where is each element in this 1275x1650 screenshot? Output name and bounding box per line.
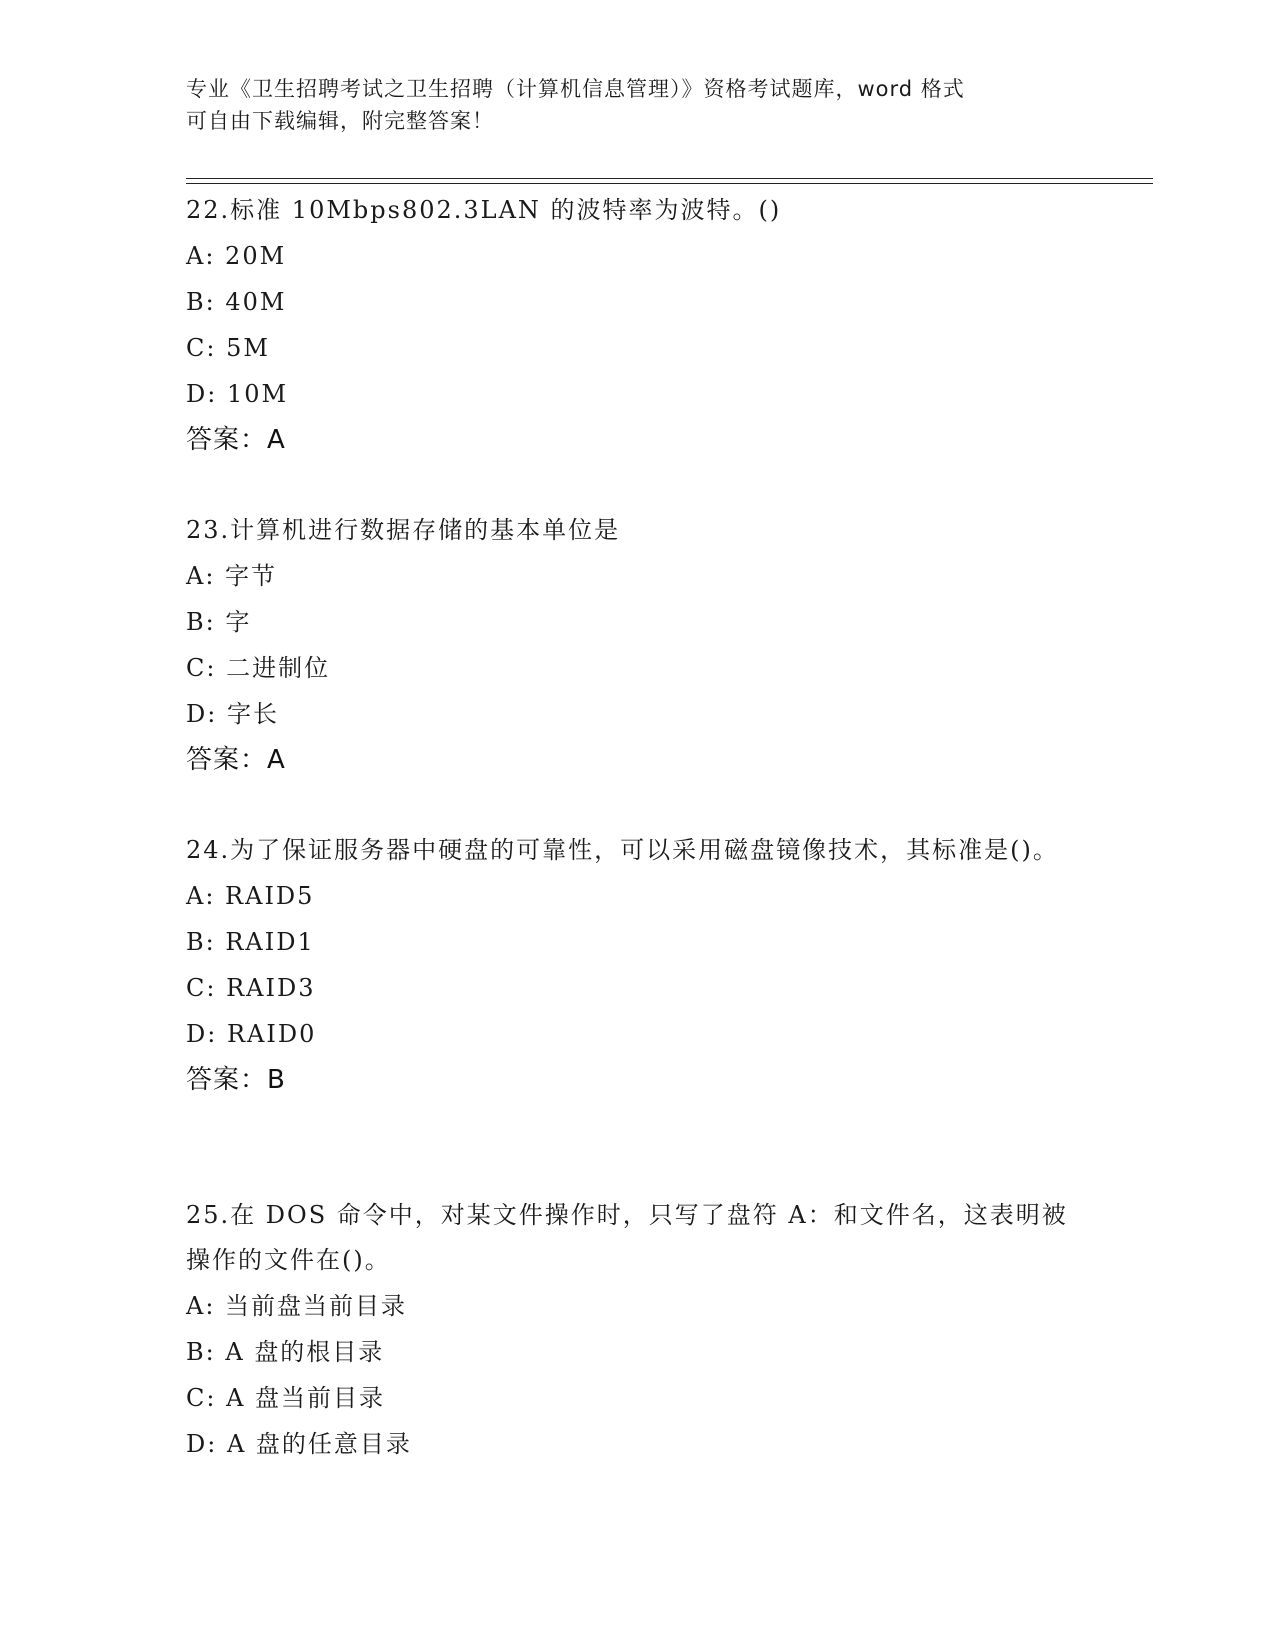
- option-b: B: RAID1: [186, 928, 315, 956]
- answer-line: 答案：B: [186, 1065, 286, 1095]
- option-b: B: 字: [186, 608, 252, 636]
- question-22: [186, 188, 1086, 463]
- header-divider-top: [186, 178, 1153, 179]
- question-stem: 24.为了保证服务器中硬盘的可靠性，可以采用磁盘镜像技术，其标准是()。: [186, 836, 1059, 864]
- header-line-1: 专业《卫生招聘考试之卫生招聘（计算机信息管理）》资格考试题库，word 格式: [186, 77, 965, 101]
- option-c: C: A 盘当前目录: [186, 1384, 386, 1412]
- option-c: C: 5M: [186, 334, 270, 362]
- option-d: D: 10M: [186, 380, 289, 408]
- option-c: C: 二进制位: [186, 654, 331, 682]
- header-line-2: 可自由下载编辑，附完整答案！: [186, 109, 494, 133]
- option-d: D: 字长: [186, 700, 279, 728]
- answer-line: 答案：A: [186, 425, 286, 455]
- option-d: D: RAID0: [186, 1020, 317, 1048]
- answer-line: 答案：A: [186, 745, 286, 775]
- option-a: A: 字节: [186, 562, 278, 590]
- question-stem: 22.标准 10Mbps802.3LAN 的波特率为波特。(): [186, 196, 782, 224]
- option-a: A: RAID5: [186, 882, 315, 910]
- question-24: [186, 828, 1086, 1103]
- document-header: [186, 73, 1066, 137]
- question-25: [186, 1193, 1086, 1467]
- option-a: A: 当前盘当前目录: [186, 1292, 408, 1320]
- question-stem: 23.计算机进行数据存储的基本单位是: [186, 516, 621, 544]
- option-b: B: A 盘的根目录: [186, 1338, 385, 1366]
- header-divider-bottom: [186, 183, 1153, 184]
- option-a: A: 20M: [186, 242, 287, 270]
- option-b: B: 40M: [186, 288, 287, 316]
- question-23: [186, 508, 1086, 783]
- option-c: C: RAID3: [186, 974, 316, 1002]
- question-stem: 25.在 DOS 命令中，对某文件操作时，只写了盘符 A：和文件名，这表明被操作的文件在()。: [186, 1201, 1068, 1274]
- option-d: D: A 盘的任意目录: [186, 1430, 412, 1458]
